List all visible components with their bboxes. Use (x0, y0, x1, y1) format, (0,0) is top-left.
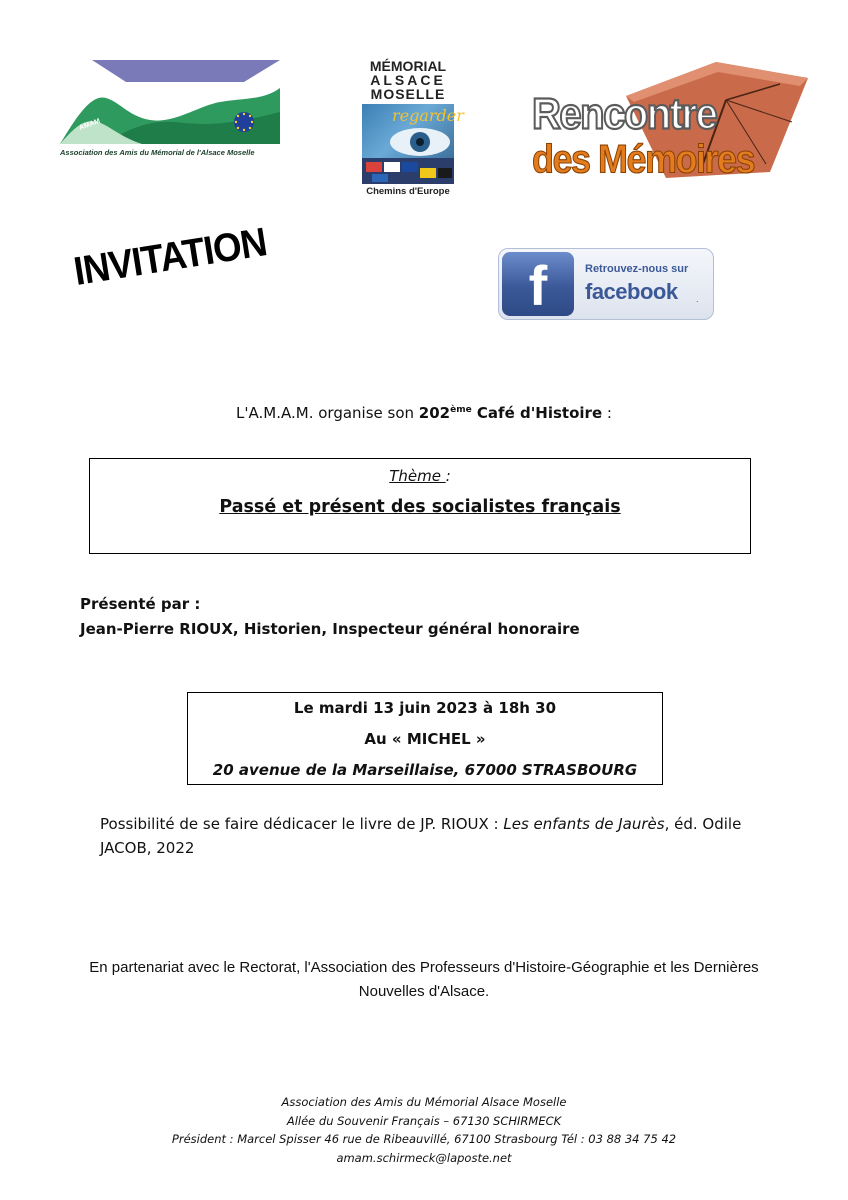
dedication-text: Possibilité de se faire dédicacer le livre de JP. RIOUX : (100, 815, 504, 833)
dedication-book: Les enfants de Jaurès (503, 815, 665, 833)
theme-label (90, 467, 750, 485)
facebook-badge[interactable] (498, 248, 714, 320)
dedication-paragraph (100, 812, 770, 860)
intro-line (0, 404, 848, 422)
theme-box (89, 458, 751, 554)
intro-number-group (419, 404, 602, 422)
partnership-paragraph: En partenariat avec le Rectorat, l'Association des Professeurs d'Histoire-Géographie et les Dernières Nouvelles d'Alsace. (89, 959, 759, 1000)
footer-line-3: Président : Marcel Spisser 46 rue de Ribeauvillé, 67100 Strasbourg Tél : 03 88 34 75 42 (171, 1132, 677, 1146)
amam-landscape-logo-icon (58, 58, 284, 150)
memorial-line-1: MÉMORIAL (369, 58, 447, 74)
intro-cafe: Café d'Histoire (471, 404, 603, 422)
footer-line-1: Association des Amis du Mémorial Alsace Moselle (281, 1095, 567, 1109)
memorial-line-3: MOSELLE (370, 86, 446, 102)
presenter-name: Jean-Pierre RIOUX, Historien, Inspecteur général honoraire (80, 620, 580, 638)
facebook-tagline: Retrouvez-nous sur (585, 263, 689, 275)
event-date: Le mardi 13 juin 2023 à 18h 30 (293, 699, 557, 717)
theme-title: Passé et présent des socialistes français (219, 497, 621, 517)
intro-number: 202 (418, 404, 451, 422)
event-place: Au « MICHEL » (364, 730, 486, 748)
memorial-eye-logo-icon (362, 104, 464, 184)
amam-logo (58, 58, 284, 160)
theme-label-text: Thème (389, 467, 446, 485)
amam-badge-text: AMAM (78, 117, 102, 132)
facebook-wordmark: facebook (585, 279, 678, 304)
rencontre-line-1: Rencontre (532, 90, 717, 139)
memorial-logo (360, 58, 464, 198)
presenter-label: Présenté par : (80, 595, 201, 613)
presenter-block (80, 592, 580, 642)
facebook-icon (502, 252, 574, 316)
intro-before: L'A.M.A.M. organise son (236, 404, 419, 422)
facebook-dot: . (696, 295, 699, 304)
facebook-f-letter: f (528, 254, 548, 317)
memorial-image-word: regarder (392, 106, 464, 125)
memorial-footer: Chemins d'Europe (366, 186, 450, 197)
theme-label-colon: : (445, 467, 451, 485)
footer-line-2: Allée du Souvenir Français – 67130 SCHIRMECK (286, 1113, 562, 1128)
amam-caption: Association des Amis du Mémorial de l'Alsace Moselle (60, 148, 255, 157)
rencontre-line-2: des Mémoires (532, 136, 755, 182)
event-address: 20 avenue de la Marseillaise, 67000 STRASBOURG (212, 761, 638, 779)
intro-after: : (602, 404, 612, 422)
event-box (187, 692, 663, 785)
rencontre-logo (530, 60, 810, 180)
dedication-rest: , éd. Odile JACOB, 2022 (100, 815, 742, 857)
footer-email[interactable]: amam.schirmeck@laposte.net (336, 1150, 512, 1165)
intro-sup: ème (450, 405, 472, 415)
footer (0, 1093, 848, 1167)
memorial-line-2: ALSACE (370, 72, 446, 88)
invitation-title: INVITATION (70, 220, 270, 295)
